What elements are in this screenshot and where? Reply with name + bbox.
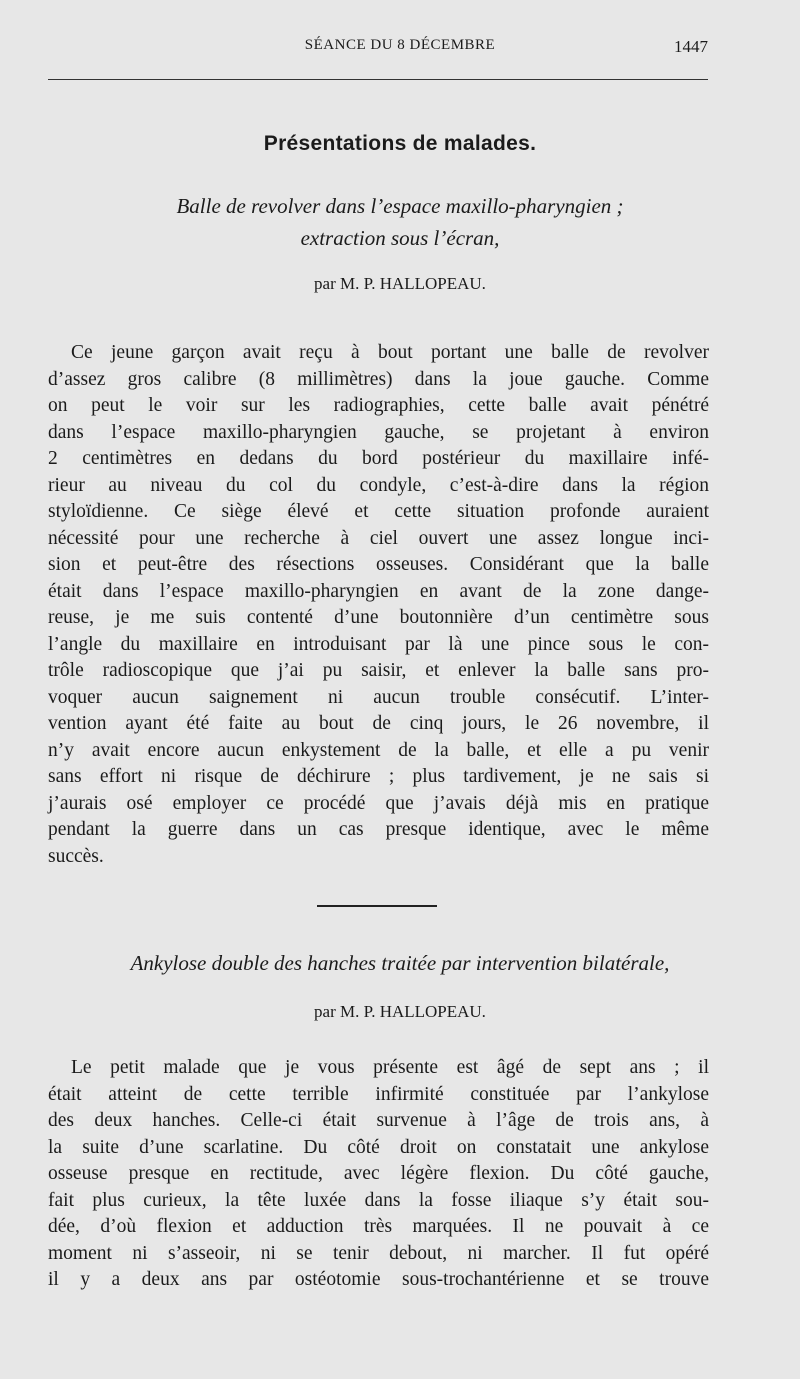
article-2-body xyxy=(48,1055,709,1294)
running-title: SÉANCE DU 8 DÉCEMBRE xyxy=(304,37,496,53)
text-line: voquer aucun saignement ni aucun trouble consécutif. L’inter- xyxy=(48,686,709,708)
text-line: dée, d’où flexion et adduction très marquées. Il ne pouvait à ce xyxy=(48,1216,709,1237)
text-line: n’y avait encore aucun enkystement de la balle, et elle a pu venir xyxy=(48,739,709,761)
text-line: rieur au niveau du col du condyle, c’est-à-dire dans la région xyxy=(48,474,709,496)
text-line: était dans l’espace maxillo-pharyngien en avant de la zone dange- xyxy=(48,580,709,602)
text-line: sion et peut-être des résections osseuses. Considérant que la balle xyxy=(48,554,709,575)
text-line: reuse, je me suis contenté d’une boutonnière d’un centimètre sous xyxy=(48,607,709,628)
header-rule xyxy=(48,79,708,80)
page-number: 1447 xyxy=(674,37,708,56)
text-line: dans l’espace maxillo-pharyngien gauche, se projetant à environ xyxy=(48,421,709,443)
article-2-title xyxy=(20,947,780,979)
text-line: j’aurais osé employer ce procédé que j’avais déjà mis en pratique xyxy=(48,792,709,814)
text-line: d’assez gros calibre (8 millimètres) dans la joue gauche. Comme xyxy=(48,368,709,390)
text-line: succès. xyxy=(48,845,104,867)
text-line: Ce jeune garçon avait reçu à bout portant une balle de revolver xyxy=(71,342,709,363)
running-head xyxy=(0,37,800,59)
text-line: l’angle du maxillaire en introduisant par là une pince sous le con- xyxy=(48,633,709,655)
text-line: styloïdienne. Ce siège élevé et cette situation profonde auraient xyxy=(48,501,709,522)
text-line: trôle radioscopique que j’ai pu saisir, et enlever la balle sans pro- xyxy=(48,660,709,681)
text-line: il y a deux ans par ostéotomie sous-trochantérienne et se trouve xyxy=(48,1269,709,1290)
text-line: était atteint de cette terrible infirmité constituée par l’ankylose xyxy=(48,1083,709,1105)
text-line: des deux hanches. Celle-ci était survenue à l’âge de trois ans, à xyxy=(48,1110,709,1131)
article-1-body xyxy=(48,340,709,870)
text-line: nécessité pour une recherche à ciel ouvert une assez longue inci- xyxy=(48,527,709,549)
article-2-byline: par M. P. HALLOPEAU. xyxy=(314,1002,486,1021)
text-line: on peut le voir sur les radiographies, cette balle avait pénétré xyxy=(48,395,709,416)
section-title: Présentations de malades. xyxy=(263,132,537,155)
article-1-title xyxy=(40,190,760,254)
text-line: pendant la guerre dans un cas presque identique, avec le même xyxy=(48,819,709,840)
text-line: 2 centimètres en dedans du bord postérieur du maxillaire infé- xyxy=(48,448,709,469)
text-line: moment ni s’asseoir, ni se tenir debout, ni marcher. Il fut opéré xyxy=(48,1242,709,1264)
text-line: osseuse presque en rectitude, avec légère flexion. Du côté gauche, xyxy=(48,1163,709,1184)
text-line: fait plus curieux, la tête luxée dans la fosse iliaque s’y était sou- xyxy=(48,1189,709,1211)
article-2-title-line: Ankylose double des hanches traitée par intervention bilatérale, xyxy=(130,951,670,975)
text-line: la suite d’une scarlatine. Du côté droit on constatait une ankylose xyxy=(48,1136,709,1158)
article-1-title-line: Balle de revolver dans l’espace maxillo-pharyngien ; xyxy=(176,194,624,218)
section-separator xyxy=(317,905,437,907)
article-1-title-line: extraction sous l’écran, xyxy=(300,226,500,250)
text-line: Le petit malade que je vous présente est âgé de sept ans ; il xyxy=(71,1057,709,1078)
text-line: vention ayant été faite au bout de cinq jours, le 26 novembre, il xyxy=(48,713,709,734)
article-1-byline: par M. P. HALLOPEAU. xyxy=(314,274,486,293)
text-line: sans effort ni risque de déchirure ; plus tardivement, je ne sais si xyxy=(48,766,709,787)
